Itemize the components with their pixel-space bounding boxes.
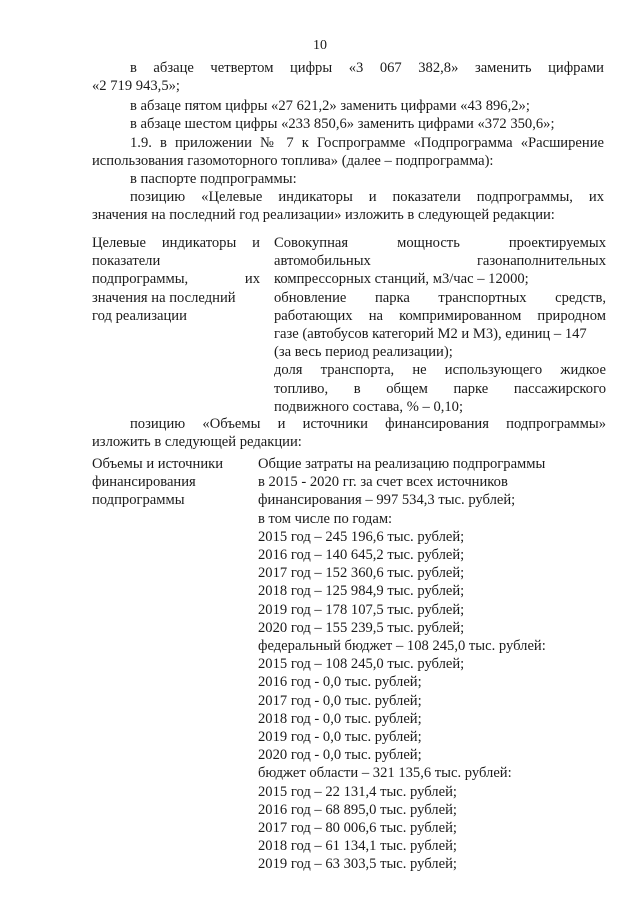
financing-value-line: 2017 год - 0,0 тыс. рублей; (258, 692, 422, 709)
indicators-value-line: подвижного состава, % – 0,10; (274, 398, 464, 415)
indicators-label-line: год реализации (92, 307, 187, 324)
financing-label-line: подпрограммы (92, 492, 185, 509)
financing-value-line: 2016 год – 140 645,2 тыс. рублей; (258, 547, 465, 564)
paragraph-line: позицию «Целевые индикаторы и показатели подпрограммы, их (130, 189, 604, 205)
financing-value-line: 2016 год – 68 895,0 тыс. рублей; (258, 801, 457, 818)
financing-value-line: 2018 год - 0,0 тыс. рублей; (258, 710, 422, 727)
paragraph-line: в абзаце четвертом цифры «3 067 382,8» заменить цифрами (130, 60, 604, 76)
financing-value-line: 2019 год - 0,0 тыс. рублей; (258, 729, 422, 746)
financing-value-line: федеральный бюджет – 108 245,0 тыс. рублей: (258, 638, 546, 655)
paragraph-line: изложить в следующей редакции: (92, 434, 302, 450)
indicators-value-line: компрессорных станций, м3/час – 12000; (274, 271, 529, 288)
indicators-value-line: Совокупная мощность проектируемых (274, 235, 606, 251)
paragraph-line: позицию «Объемы и источники финансирования подпрограммы» (130, 416, 606, 432)
financing-label-line: финансирования (92, 474, 196, 491)
financing-value-line: бюджет области – 321 135,6 тыс. рублей: (258, 765, 512, 782)
financing-value-line: 2017 год – 152 360,6 тыс. рублей; (258, 565, 465, 582)
paragraph-line: в паспорте подпрограммы: (130, 171, 297, 187)
financing-value-line: 2015 год – 22 131,4 тыс. рублей; (258, 783, 457, 800)
financing-value-line: в том числе по годам: (258, 510, 393, 527)
indicators-value (274, 234, 606, 416)
indicators-value-line: автомобильных газонаполнительных (274, 253, 606, 270)
indicators-value-line: обновление парка транспортных средств, (274, 289, 606, 306)
paragraph-line: использования газомоторного топлива» (далее – подпрограмма): (92, 153, 494, 169)
paragraph-line: в абзаце пятом цифры «27 621,2» заменить цифрами «43 896,2»; (130, 98, 530, 114)
indicators-value-line: топливо, в общем парке пассажирского (274, 380, 606, 397)
indicators-label-line: значения на последний (92, 289, 236, 306)
indicators-value-line: доля транспорта, не использующего жидкое (274, 362, 606, 379)
financing-value-line: в 2015 - 2020 гг. за счет всех источников (258, 474, 508, 491)
page-number: 10 (313, 38, 327, 53)
financing-label (92, 455, 242, 510)
paragraph-line: значения на последний год реализации» изложить в следующей редакции: (92, 207, 555, 223)
financing-value-line: 2015 год – 245 196,6 тыс. рублей; (258, 528, 465, 545)
financing-value-line: 2020 год - 0,0 тыс. рублей; (258, 747, 422, 764)
indicators-value-line: газе (автобусов категорий М2 и М3), единиц – 147 (274, 326, 587, 343)
financing-value-line: 2019 год – 63 303,5 тыс. рублей; (258, 856, 457, 873)
financing-value-line: 2019 год – 178 107,5 тыс. рублей; (258, 601, 465, 618)
financing-value (258, 455, 578, 874)
indicators-label (92, 234, 260, 325)
financing-value-line: Общие затраты на реализацию подпрограммы (258, 456, 546, 472)
financing-label-line: Объемы и источники (92, 456, 224, 472)
financing-value-line: 2017 год – 80 006,6 тыс. рублей; (258, 820, 457, 837)
indicators-label-line: показатели (92, 253, 161, 270)
financing-value-line: 2016 год - 0,0 тыс. рублей; (258, 674, 422, 691)
paragraph-line: «2 719 943,5»; (92, 78, 180, 94)
financing-value-line: финансирования – 997 534,3 тыс. рублей; (258, 492, 516, 509)
indicators-label-line: подпрограммы, их (92, 271, 260, 288)
indicators-value-line: (за весь период реализации); (274, 344, 453, 361)
paragraph-line: в абзаце шестом цифры «233 850,6» заменить цифрами «372 350,6»; (130, 116, 555, 132)
financing-value-line: 2015 год – 108 245,0 тыс. рублей; (258, 656, 465, 673)
financing-value-line: 2018 год – 61 134,1 тыс. рублей; (258, 838, 457, 855)
financing-value-line: 2020 год – 155 239,5 тыс. рублей; (258, 619, 465, 636)
indicators-value-line: работающих на компримированном природном (274, 307, 606, 324)
paragraph-line: 1.9. в приложении № 7 к Госпрограмме «Подпрограмма «Расширение (130, 135, 604, 151)
indicators-label-line: Целевые индикаторы и (92, 235, 260, 251)
financing-value-line: 2018 год – 125 984,9 тыс. рублей; (258, 583, 465, 600)
